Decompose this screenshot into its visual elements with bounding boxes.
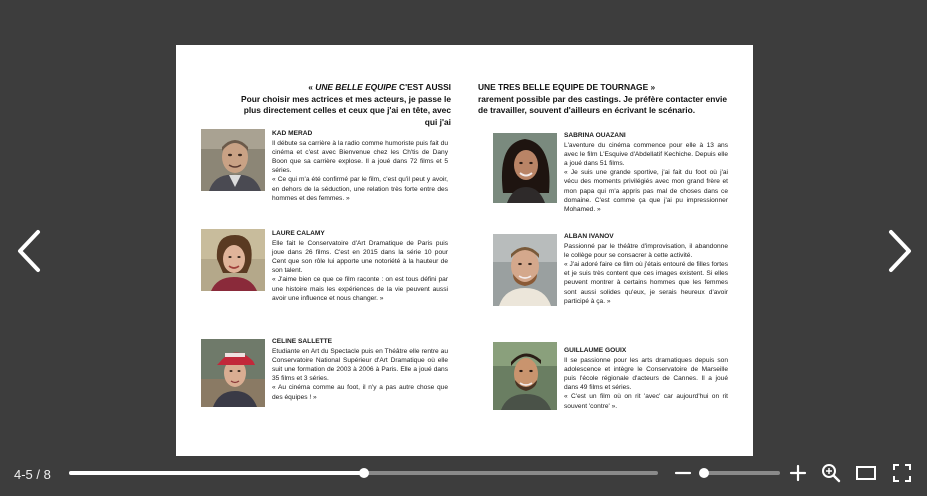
actor-bio-alban-ivanov: [564, 232, 728, 306]
actor-bio-celine-sallette: [272, 337, 448, 402]
page-progress-slider[interactable]: [69, 471, 658, 475]
actor-quote: « Je suis une grande sportive, j'ai fait du foot où j'ai vécu des moments privilégiés avec mon grand frère et mon papa qui m'a appris pas mal de choses dans ce domaine. C'est comme ça que j'ai pu impressionner Mohamed. »: [564, 169, 728, 213]
next-page-button[interactable]: [885, 228, 915, 274]
actor-bio-kad-merad: [272, 129, 448, 203]
actor-quote: « Au cinéma comme au foot, il n'y a pas autre chose que des équipes ! »: [272, 384, 448, 401]
film-title: UNE BELLE EQUIPE: [315, 82, 397, 92]
actor-bio-sabrina-ouazani: [564, 131, 728, 214]
actor-photo-kad-merad: [201, 129, 265, 191]
actor-bio-text: Etudiante en Art du Spectacle puis en Théâtre elle rentre au Conservatoire National Supérieur d'Art Dramatique où elle suit une formation de 2003 à 2006 à Paris. Elle a joué dans 35 films et 3 séries.: [272, 348, 448, 383]
zoom-out-button[interactable]: [672, 462, 694, 484]
search-zoom-icon: [820, 462, 842, 484]
actor-name: CELINE SALLETTE: [272, 338, 333, 345]
zoom-slider[interactable]: [700, 471, 780, 475]
actor-name: ALBAN IVANOV: [564, 233, 614, 240]
search-zoom-button[interactable]: [820, 462, 842, 484]
actor-quote: « J'aime bien ce que ce film raconte : on est tous défini par une histoire mais les expériences de la vie peuvent aussi avoir une influence et nous changer. »: [272, 276, 448, 302]
page-progress-fill: [69, 471, 364, 475]
actor-name: GUILLAUME GOUIX: [564, 347, 627, 354]
actor-photo-celine-sallette: [201, 339, 265, 407]
zoom-in-button[interactable]: [787, 462, 809, 484]
heading-right-body: rarement possible par des castings. Je préfère contacter envie de travailler, souvent d'ailleurs en écrivant le scénario.: [478, 93, 728, 116]
chevron-left-icon: [14, 228, 44, 274]
heading-left-title: [236, 82, 451, 94]
actor-bio-text: Il débute sa carrière à la radio comme humoriste puis fait du cinéma et c'est avec Bienvenue chez les Ch'tis de Dany Boon que sa carrière explose. Il a joué dans 72 films et 5 séries.: [272, 140, 448, 175]
actor-name: LAURE CALAMY: [272, 230, 325, 237]
actor-photo-laure-calamy: [201, 229, 265, 291]
actor-bio-text: Elle fait le Conservatoire d'Art Dramatique de Paris puis joue dans 26 films. C'est en 2015 dans la série 10 pour Cent que son rôle lui apporte une notoriété à la hauteur de son talent.: [272, 240, 448, 275]
fullscreen-button[interactable]: [891, 462, 913, 484]
heading-left: [236, 82, 451, 128]
zoom-slider-handle[interactable]: [699, 468, 709, 478]
viewer-toolbar: [0, 456, 927, 496]
actor-quote: « J'ai adoré faire ce film où j'étais entouré de filles fortes et je suis très content que ces images existent. Si elles peuvent montrer à certains hommes que les femmes sont aussi solides qu'eux, je serais heureux d'avoir participé à ça. »: [564, 261, 728, 305]
fullscreen-icon: [891, 462, 913, 484]
minus-icon: [672, 462, 694, 484]
actor-name: KAD MERAD: [272, 130, 313, 137]
actor-bio-text: Il se passionne pour les arts dramatiques depuis son adolescence et intègre le Conservatoire de Marseille puis l'école régionale d'acteurs de Cannes. Il a joué dans 49 films et séries.: [564, 357, 728, 392]
page-indicator: 4-5 / 8: [14, 467, 51, 482]
actor-bio-text: L'aventure du cinéma commence pour elle à 13 ans avec le film L'Esquive d'Abdellatif Kechiche. Depuis elle a joué dans 51 films.: [564, 142, 728, 168]
page-progress-handle[interactable]: [359, 468, 369, 478]
document-page-spread: [176, 45, 753, 456]
actor-quote: « Ce qui m'a été confirmé par le film, c'est qu'il peut y avoir, en dehors de la séduction, une relation très forte entre des hommes et des femmes. »: [272, 176, 448, 202]
actor-quote: « C'est un film où on rit 'avec' car aujourd'hui on rit souvent 'contre' ».: [564, 393, 728, 410]
chevron-right-icon: [885, 228, 915, 274]
actor-name: SABRINA OUAZANI: [564, 132, 626, 139]
heading-left-body: Pour choisir mes actrices et mes acteurs, je passe le plus directement celles et ceux que j'ai en tête, avec qui j'ai: [241, 93, 451, 127]
actor-photo-alban-ivanov: [493, 234, 557, 306]
single-page-view-button[interactable]: [855, 462, 877, 484]
actor-photo-sabrina-ouazani: [493, 133, 557, 203]
single-page-icon: [855, 462, 877, 484]
actor-bio-guillaume-gouix: [564, 346, 728, 411]
quote-open: «: [308, 82, 316, 92]
heading-left-title-rest: C'EST AUSSI: [396, 82, 451, 92]
actor-bio-laure-calamy: [272, 229, 448, 303]
heading-right: [478, 82, 728, 117]
heading-right-title: UNE TRES BELLE EQUIPE DE TOURNAGE »: [478, 82, 656, 92]
actor-photo-guillaume-gouix: [493, 342, 557, 410]
previous-page-button[interactable]: [14, 228, 44, 274]
actor-bio-text: Passionné par le théâtre d'improvisation, il abandonne le collège pour se consacrer à cette activité.: [564, 243, 728, 260]
plus-icon: [787, 462, 809, 484]
